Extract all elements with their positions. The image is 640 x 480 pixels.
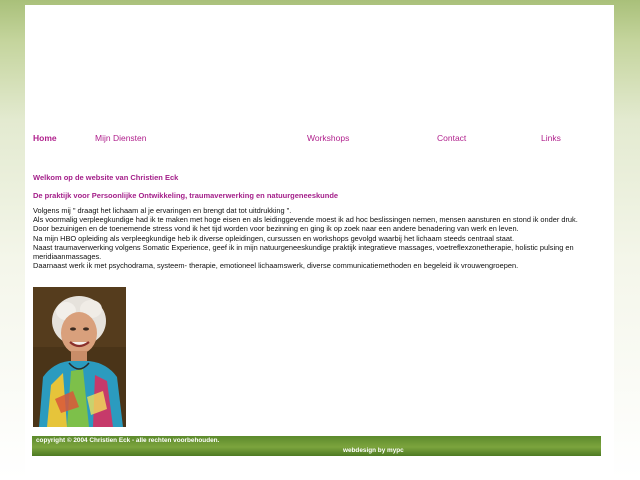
nav-item-contact[interactable]: Contact — [437, 133, 467, 143]
intro-paragraph: Als voormalig verpleegkundige had ik te maken met hoge eisen en als leidinggevende moest ik ad hoc beslissingen nemen, mensen aansturen en stond ik onder druk. Door bezuinigen en de toenemende stress vond ik het tijd worden voor bezinning en ging ik op zoek naar een andere benadering van werk en leven. — [33, 215, 578, 234]
portrait-photo — [33, 287, 126, 427]
intro-paragraph: Volgens mij " draagt het lichaam al je ervaringen en brengt dat tot uitdrukking ". — [33, 206, 292, 215]
intro-paragraph: Daarnaast werk ik met psychodrama, systeem- therapie, emotioneel lichaamswerk, diverse communicatiemethoden en begeleid ik vrouwengroepen. — [33, 261, 519, 271]
page-container — [25, 5, 614, 477]
welcome-heading: Welkom op de website van Christien Eck — [33, 173, 179, 182]
webdesign-credit[interactable]: webdesign by mypc — [343, 447, 404, 454]
nav-item-mijn-diensten[interactable]: Mijn Diensten — [95, 133, 147, 143]
intro-paragraph: Na mijn HBO opleiding als verpleegkundige heb ik diverse opleidingen, cursussen en workshops gevolgd waarbij het lichaam steeds centraal staat. — [33, 233, 515, 243]
practice-subtitle: De praktijk voor Persoonlijke Ontwikkeling, traumaverwerking en natuurgeneeskunde — [33, 191, 339, 200]
intro-paragraph: Naast traumaverwerking volgens Somatic Experience, geef ik in mijn natuurgeneeskundige praktijk integratieve massages, voetreflexzonetherapie, holistic pulsing en meridiaanmassages. — [33, 242, 574, 262]
footer-bar — [32, 436, 601, 456]
portrait-illustration — [33, 287, 126, 427]
main-nav — [25, 133, 614, 149]
intro-text — [33, 206, 593, 270]
nav-item-links[interactable]: Links — [541, 133, 561, 143]
nav-item-workshops[interactable]: Workshops — [307, 133, 350, 143]
copyright-text: copyright © 2004 Christien Eck - alle rechten voorbehouden. — [36, 437, 220, 444]
nav-item-home[interactable]: Home — [33, 133, 57, 143]
